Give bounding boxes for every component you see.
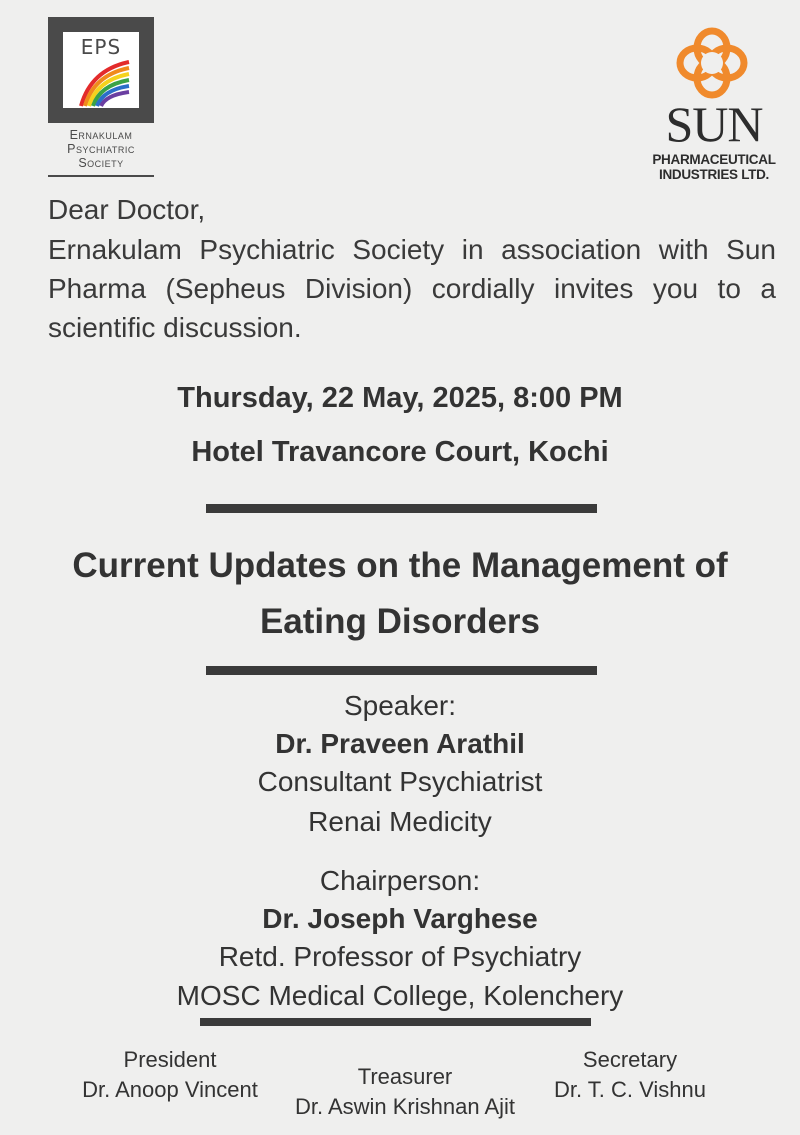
eps-underline: [48, 175, 154, 177]
eps-logo-inner: [63, 32, 139, 108]
eps-name-line-1: Ernakulam: [69, 128, 133, 142]
greeting: Dear Doctor,: [48, 194, 206, 225]
chairperson-label: Chairperson:: [319, 865, 481, 896]
speaker-label: Speaker:: [343, 690, 457, 721]
treasurer-block: [280, 1062, 530, 1122]
eps-name-line-2: Psychiatric: [67, 142, 135, 156]
talk-title: Current Updates on the Management of Eating Disorders: [72, 546, 728, 641]
chairperson-name: Dr. Joseph Varghese: [262, 903, 538, 934]
divider: [206, 666, 597, 675]
eps-abbreviation: EPS: [80, 35, 122, 59]
sun-pharma-logo: [648, 24, 780, 186]
rainbow-icon: [77, 58, 131, 108]
president-block: [70, 1045, 270, 1105]
treasurer-title: Treasurer: [357, 1064, 453, 1089]
president-name: Dr. Anoop Vincent: [82, 1077, 258, 1102]
sun-subtitle-line-2: INDUSTRIES LTD.: [659, 167, 769, 182]
chairperson-organization: MOSC Medical College, Kolenchery: [176, 980, 624, 1011]
secretary-name: Dr. T. C. Vishnu: [553, 1077, 707, 1102]
sun-symbol-icon: [673, 24, 751, 102]
speaker-role: Consultant Psychiatrist: [257, 766, 543, 797]
speaker-organization: Renai Medicity: [308, 806, 492, 837]
divider: [206, 504, 597, 513]
president-title: President: [123, 1047, 217, 1072]
divider: [200, 1018, 591, 1026]
secretary-block: [540, 1045, 720, 1105]
event-venue: Hotel Travancore Court, Kochi: [191, 436, 609, 468]
chairperson-role: Retd. Professor of Psychiatry: [218, 941, 582, 972]
sun-subtitle-line-1: PHARMACEUTICAL: [652, 152, 776, 167]
eps-society-name: [48, 128, 154, 170]
treasurer-name: Dr. Aswin Krishnan Ajit: [294, 1094, 516, 1119]
invitation-text: Ernakulam Psychiatric Society in association with Sun Pharma (Sepheus Division) cordially invites you to a scientific discussion.: [48, 234, 776, 343]
eps-logo-frame: [48, 17, 154, 123]
secretary-title: Secretary: [582, 1047, 678, 1072]
eps-name-line-3: Society: [78, 156, 124, 170]
speaker-name: Dr. Praveen Arathil: [275, 728, 525, 759]
sun-wordmark: SUN: [665, 96, 763, 152]
event-date-time: Thursday, 22 May, 2025, 8:00 PM: [177, 382, 623, 414]
eps-logo: [48, 17, 154, 179]
